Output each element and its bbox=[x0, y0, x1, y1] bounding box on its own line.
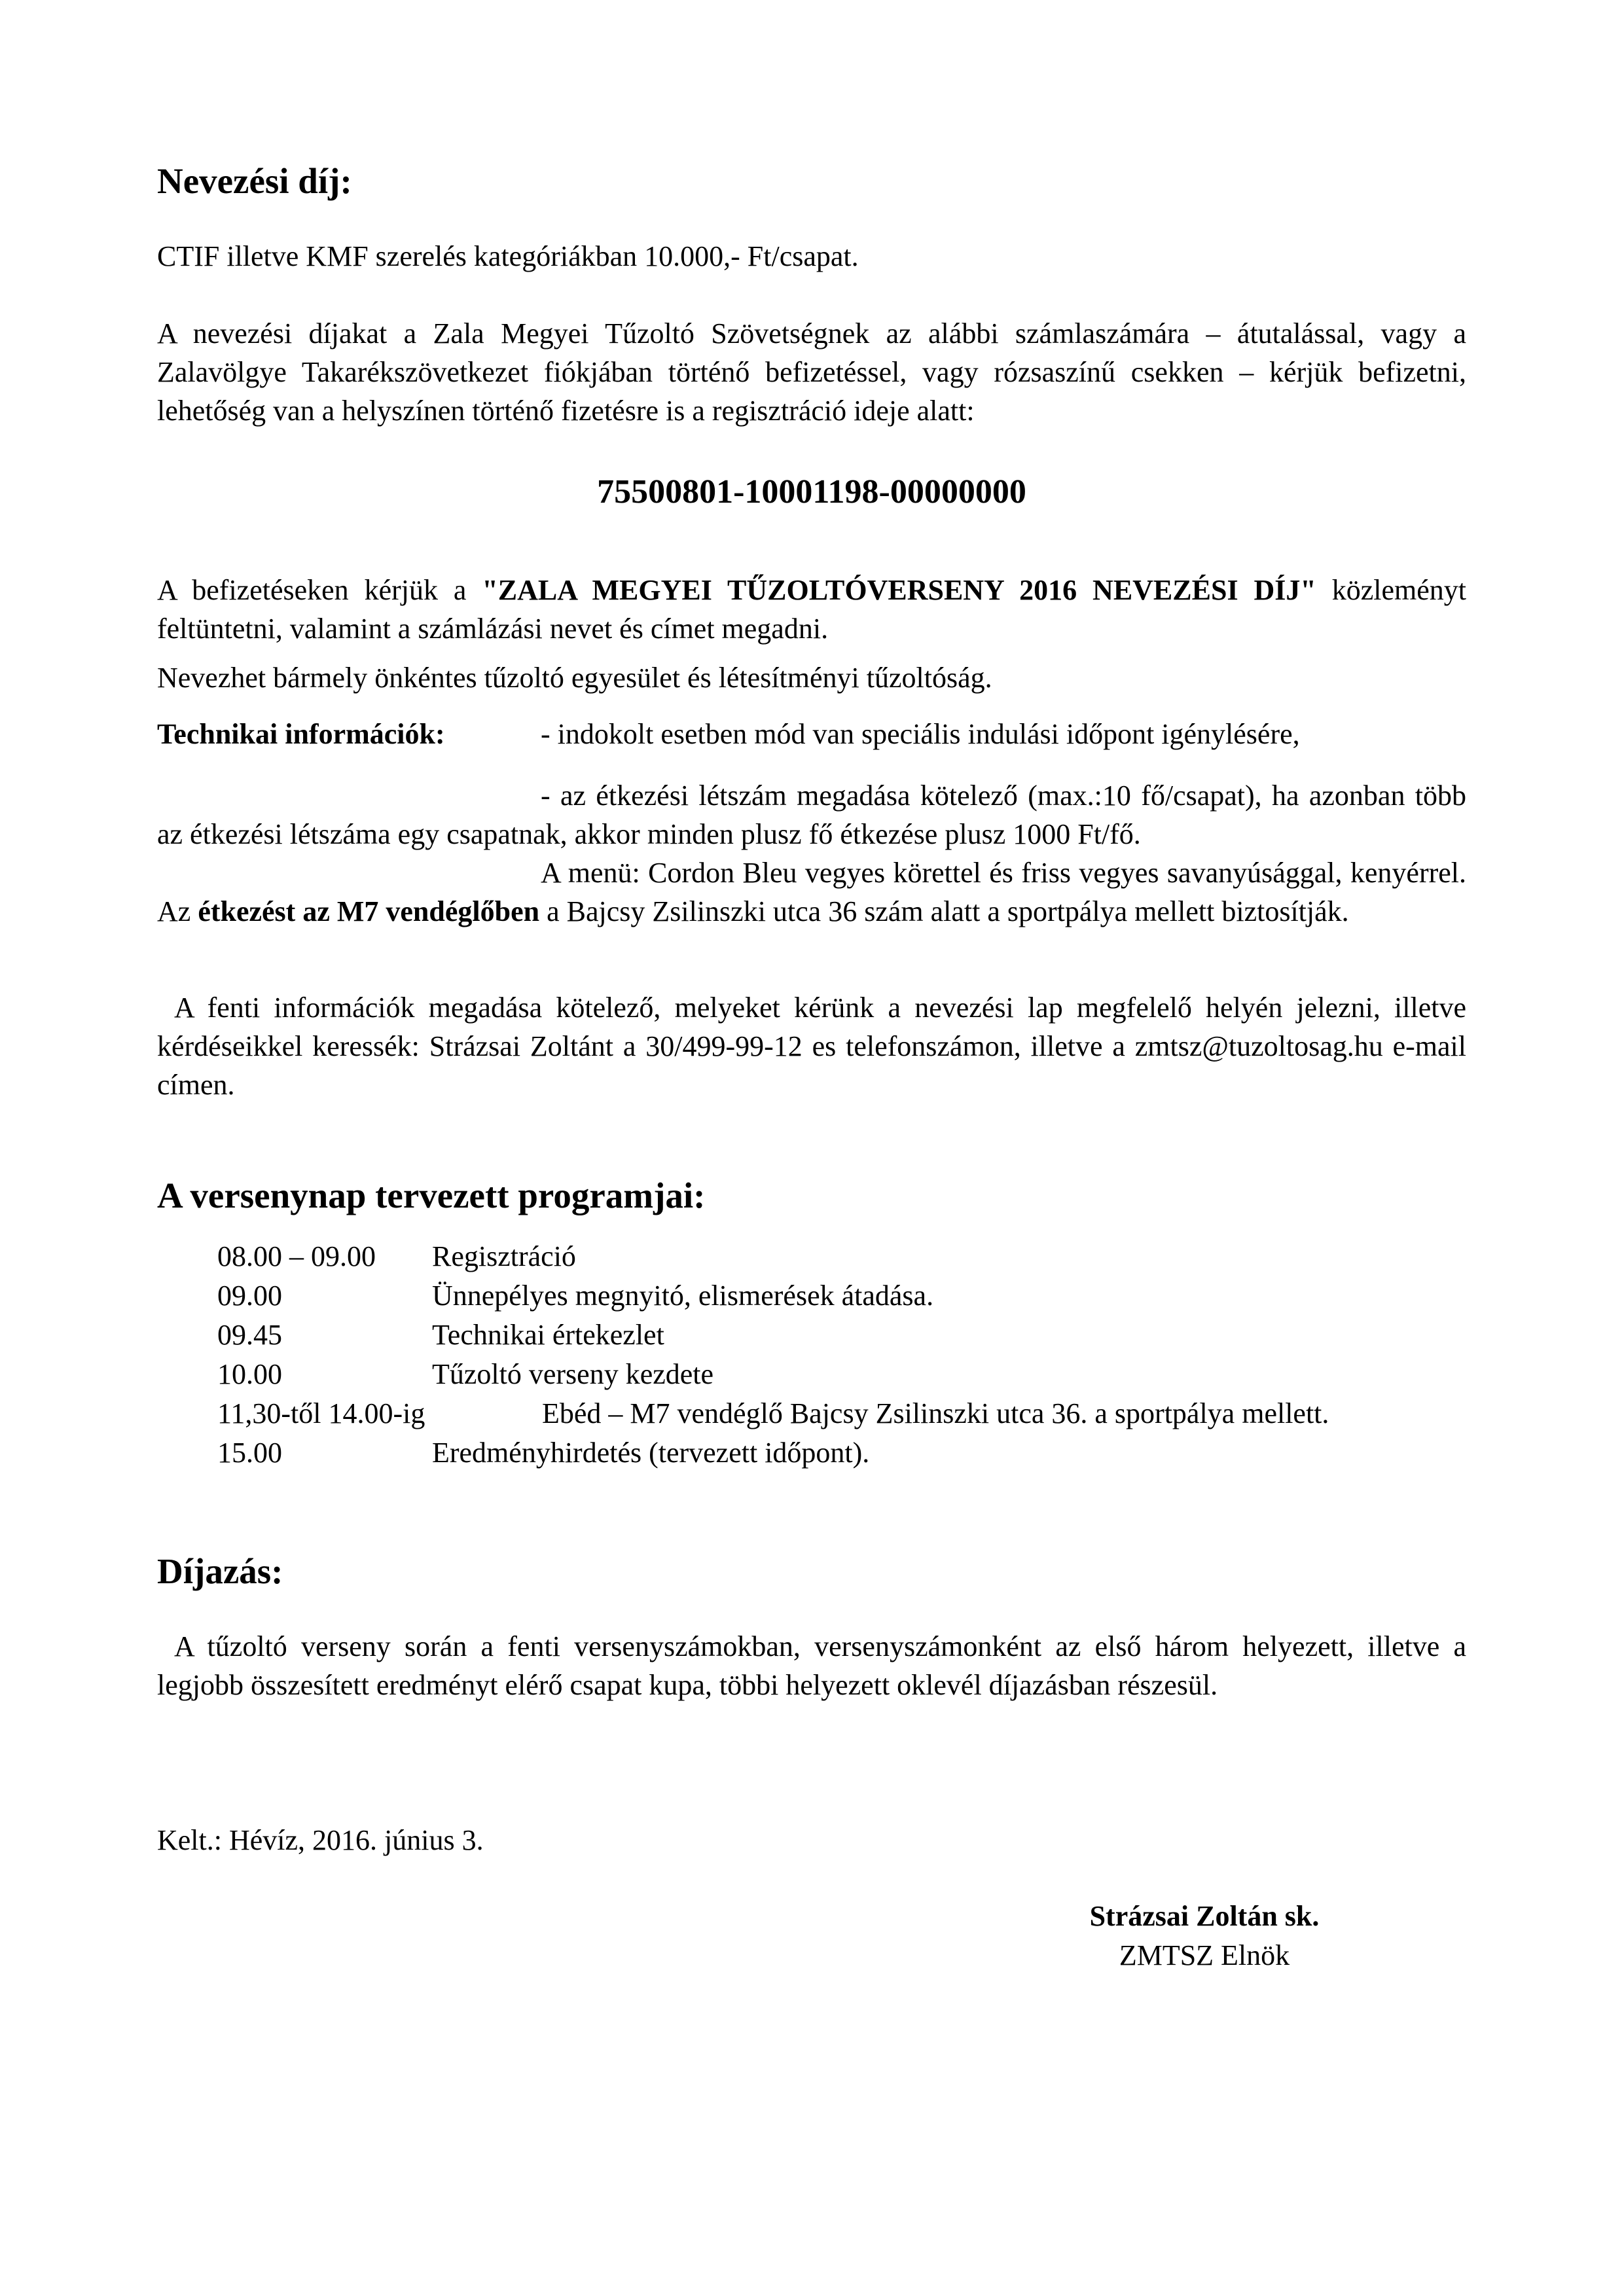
fee-heading: Nevezési díj: bbox=[157, 161, 352, 201]
menu-bold: étkezést az M7 vendéglőben bbox=[198, 895, 540, 927]
program-item: Regisztráció bbox=[432, 1240, 576, 1272]
program-time: 08.00 – 09.00 bbox=[217, 1240, 376, 1272]
technical-item-2: - az étkezési létszám megadása kötelező (max.:10 fő/csapat), ha azonban több az étkezési létszáma egy csapatnak, akkor minden plusz fő étkezése plusz 1000 Ft/fő. bbox=[157, 780, 1466, 850]
remark-prefix: A befizetéseken kérjük a bbox=[157, 574, 482, 606]
program-item: Ebéd – M7 vendéglő Bajcsy Zsilinszki utca 36. a sportpálya mellett. bbox=[542, 1397, 1329, 1429]
remark-quote: "ZALA MEGYEI TŰZOLTÓVERSENY 2016 NEVEZÉSI DÍJ" bbox=[482, 574, 1316, 606]
technical-label: Technikai információk: bbox=[157, 718, 445, 750]
program-item: Tűzoltó verseny kezdete bbox=[432, 1358, 714, 1390]
menu-suffix: a Bajcsy Zsilinszki utca 36 szám alatt a sportpálya mellett biztosítják. bbox=[539, 895, 1349, 927]
place-date: Kelt.: Hévíz, 2016. június 3. bbox=[157, 1824, 484, 1856]
eligibility-line: Nevezhet bármely önkéntes tűzoltó egyesület és létesítményi tűzoltóság. bbox=[157, 662, 992, 694]
account-number: 75500801-10001198-00000000 bbox=[597, 473, 1026, 511]
program-time: 09.00 bbox=[217, 1280, 282, 1312]
contact-paragraph: A fenti információk megadása kötelező, melyeket kérünk a nevezési lap megfelelő helyén jelezni, illetve kérdéseikkel keressék: Strázsai Zoltánt a 30/499-99-12 es telefonszámon, illetve a zmtsz@tuzoltosag.hu e-mail címen. bbox=[157, 992, 1466, 1101]
technical-item-1: - indokolt esetben mód van speciális indulási időpont igénylésére, bbox=[541, 718, 1300, 750]
program-item: Technikai értekezlet bbox=[432, 1319, 664, 1351]
program-time: 09.45 bbox=[217, 1319, 282, 1351]
signature-title: ZMTSZ Elnök bbox=[1119, 1939, 1290, 1971]
fee-amount-line: CTIF illetve KMF szerelés kategóriákban 10.000,- Ft/csapat. bbox=[157, 240, 859, 272]
menu-prefix: A menü: Cordon Bleu vegyes körettel és friss vegyes savanyúsággal, kenyérrel. Az bbox=[157, 857, 1466, 927]
awards-heading: Díjazás: bbox=[157, 1551, 283, 1591]
program-item: Eredményhirdetés (tervezett időpont). bbox=[432, 1437, 870, 1469]
awards-paragraph: A tűzoltó verseny során a fenti versenyszámokban, versenyszámonként az első három helyezett, illetve a legjobb összesített eredményt elérő csapat kupa, többi helyezett oklevél díjazásban részesül. bbox=[157, 1630, 1466, 1701]
program-time: 11,30-től 14.00-ig bbox=[217, 1397, 425, 1429]
program-time: 10.00 bbox=[217, 1358, 282, 1390]
remark-paragraph bbox=[157, 571, 1466, 648]
menu-paragraph bbox=[157, 853, 1466, 931]
signature-name: Strázsai Zoltán sk. bbox=[1089, 1900, 1320, 1932]
program-item: Ünnepélyes megnyitó, elismerések átadása. bbox=[432, 1280, 934, 1312]
payment-paragraph: A nevezési díjakat a Zala Megyei Tűzoltó Szövetségnek az alábbi számlaszámára – átutalással, vagy a Zalavölgye Takarékszövetkezet fiókjában történő befizetéssel, vagy rózsaszínű csekken – kérjük befizetni, lehetőség van a helyszínen történő fizetésre is a regisztráció ideje alatt: bbox=[157, 317, 1466, 427]
program-heading: A versenynap tervezett programjai: bbox=[157, 1175, 706, 1215]
program-time: 15.00 bbox=[217, 1437, 282, 1469]
remark-suffix: közleményt feltüntetni, valamint a számlázási nevet és címet megadni. bbox=[157, 574, 1467, 645]
